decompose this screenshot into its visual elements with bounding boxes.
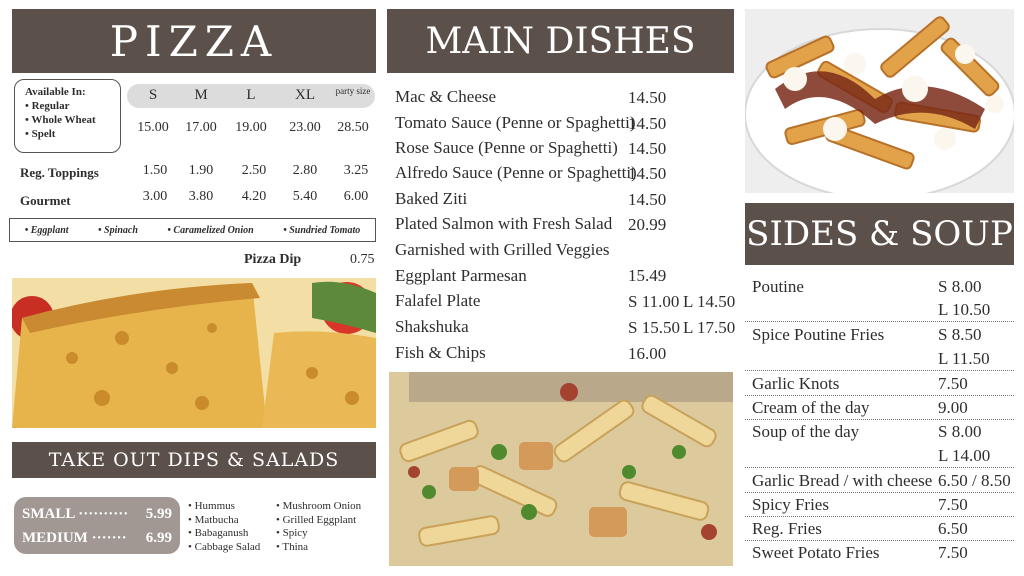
pizza-dip-label: Pizza Dip — [244, 252, 302, 267]
side-item-price: 6.50 — [938, 519, 968, 538]
gourmet-topping: • Sundried Tomato — [283, 225, 360, 236]
gourmet-topping: • Spinach — [98, 225, 138, 236]
divider — [745, 321, 1014, 322]
side-item-price: S 8.00 — [938, 422, 982, 441]
salad-item: • Babaganush — [188, 527, 260, 541]
poutine-photo — [745, 9, 1014, 193]
side-item-price: 7.50 — [938, 374, 968, 393]
divider — [745, 516, 1014, 517]
gourmet-toppings-list — [9, 218, 376, 242]
side-item-name: Sweet Potato Fries — [752, 543, 880, 562]
salad-item: • Thina — [276, 541, 361, 555]
salad-item: • Spicy — [276, 527, 361, 541]
poutine-illustration — [745, 9, 1014, 193]
base-price: 17.00 — [185, 120, 217, 135]
reg-topping-price: 3.25 — [343, 163, 369, 178]
side-item-name: Garlic Bread / with cheese — [752, 471, 933, 490]
medium-price: 6.99 — [145, 530, 172, 546]
dish-name: Garnished with Grilled Veggies — [395, 240, 610, 259]
pizza-dip-price: 0.75 — [350, 252, 375, 267]
pasta-illustration — [389, 372, 733, 566]
divider — [745, 492, 1014, 493]
side-item-price: S 8.00 — [938, 277, 982, 296]
small-label: SMALL ·········· — [22, 506, 129, 522]
dish-price-large: L 17.50 — [683, 318, 736, 337]
salad-size-prices — [14, 497, 180, 554]
salad-list-1 — [188, 500, 260, 554]
side-item-name: Soup of the day — [752, 422, 860, 441]
salad-item: • Grilled Eggplant — [276, 514, 361, 528]
side-item-price-large: L 11.50 — [938, 349, 990, 368]
gourmet-price: 6.00 — [343, 189, 369, 204]
pizza-title: PIZZA — [109, 16, 279, 66]
salad-item: • Hummus — [188, 500, 260, 514]
side-item-name: Poutine — [752, 277, 804, 296]
dish-price: 15.49 — [628, 266, 667, 285]
side-item-price: S 8.50 — [938, 325, 982, 344]
salad-item: • Matbucha — [188, 514, 260, 528]
reg-topping-price: 2.80 — [292, 163, 318, 178]
size-s: S — [148, 87, 158, 103]
gourmet-price: 3.00 — [142, 189, 168, 204]
dish-price-large: L 14.50 — [683, 292, 736, 311]
dish-price: 14.50 — [628, 164, 667, 183]
gourmet-topping: • Caramelized Onion — [167, 225, 253, 236]
gourmet-price: 4.20 — [241, 189, 267, 204]
gourmet-price: 5.40 — [292, 189, 318, 204]
dish-price: S 11.00 — [628, 292, 680, 311]
dish-name: Rose Sauce (Penne or Spaghetti) — [395, 138, 618, 157]
pasta-photo — [389, 372, 733, 566]
pizza-illustration — [12, 278, 376, 428]
side-item-name: Spice Poutine Fries — [752, 325, 885, 344]
dish-name: Fish & Chips — [395, 343, 486, 362]
sides-header — [745, 203, 1014, 265]
gourmet-topping: • Eggplant — [25, 225, 69, 236]
sides-title: SIDES & SOUP — [746, 214, 1013, 254]
reg-topping-price: 1.50 — [142, 163, 168, 178]
divider — [745, 467, 1014, 468]
divider — [745, 540, 1014, 541]
size-m: M — [194, 87, 208, 103]
side-item-price-large: L 10.50 — [938, 300, 991, 319]
dish-price: 20.99 — [628, 215, 667, 234]
divider — [745, 395, 1014, 396]
side-item-name: Cream of the day — [752, 398, 870, 417]
available-item: • Whole Wheat — [25, 113, 114, 127]
takeout-header — [12, 442, 376, 478]
reg-topping-price: 2.50 — [241, 163, 267, 178]
available-item: • Regular — [25, 99, 114, 113]
pizza-photo — [12, 278, 376, 428]
dish-name: Baked Ziti — [395, 189, 468, 208]
size-xl: XL — [295, 87, 315, 103]
salad-item: • Mushroom Onion — [276, 500, 361, 514]
side-item-name: Garlic Knots — [752, 374, 840, 393]
side-item-price-large: L 14.00 — [938, 446, 991, 465]
dish-name: Shakshuka — [395, 317, 469, 336]
base-price: 23.00 — [289, 120, 321, 135]
side-item-price: 9.00 — [938, 398, 968, 417]
salad-list-2 — [276, 500, 361, 554]
pizza-header — [12, 9, 376, 73]
dish-price: 14.50 — [628, 88, 667, 107]
side-item-price: 7.50 — [938, 543, 968, 562]
salad-item: • Cabbage Salad — [188, 541, 260, 555]
dish-name: Plated Salmon with Fresh Salad — [395, 214, 613, 233]
divider — [745, 419, 1014, 420]
side-item-price: 6.50 / 8.50 — [938, 471, 1011, 490]
dish-price: 14.50 — [628, 190, 667, 209]
divider — [745, 370, 1014, 371]
base-price: 15.00 — [137, 120, 169, 135]
side-item-name: Spicy Fries — [752, 495, 829, 514]
main-dishes-header — [387, 9, 734, 73]
dish-name: Tomato Sauce (Penne or Spaghetti) — [395, 113, 636, 132]
reg-toppings-label: Reg. Toppings — [20, 165, 99, 180]
size-l: L — [246, 87, 256, 103]
base-price: 19.00 — [235, 120, 267, 135]
medium-label: MEDIUM ······· — [22, 530, 127, 546]
dish-name: Eggplant Parmesan — [395, 266, 527, 285]
side-item-price: 7.50 — [938, 495, 968, 514]
available-in-box — [14, 79, 121, 153]
size-party: party size — [335, 86, 371, 96]
dish-price: 16.00 — [628, 344, 667, 363]
dish-price: 14.50 — [628, 139, 667, 158]
base-price: 28.50 — [337, 120, 369, 135]
gourmet-price: 3.80 — [188, 189, 214, 204]
dish-name: Falafel Plate — [395, 291, 481, 310]
dish-price: S 15.50 — [628, 318, 680, 337]
dish-price: 14.50 — [628, 114, 667, 133]
side-item-name: Reg. Fries — [752, 519, 822, 538]
small-price: 5.99 — [145, 506, 172, 522]
main-dishes-title: MAIN DISHES — [425, 20, 696, 62]
gourmet-label: Gourmet — [20, 193, 71, 208]
dish-name: Alfredo Sauce (Penne or Spaghetti) — [395, 163, 637, 182]
available-item: • Spelt — [25, 127, 114, 141]
takeout-title: TAKE OUT DIPS & SALADS — [48, 449, 340, 471]
reg-topping-price: 1.90 — [188, 163, 214, 178]
available-title: Available In: — [25, 86, 86, 98]
dish-name: Mac & Cheese — [395, 87, 497, 106]
